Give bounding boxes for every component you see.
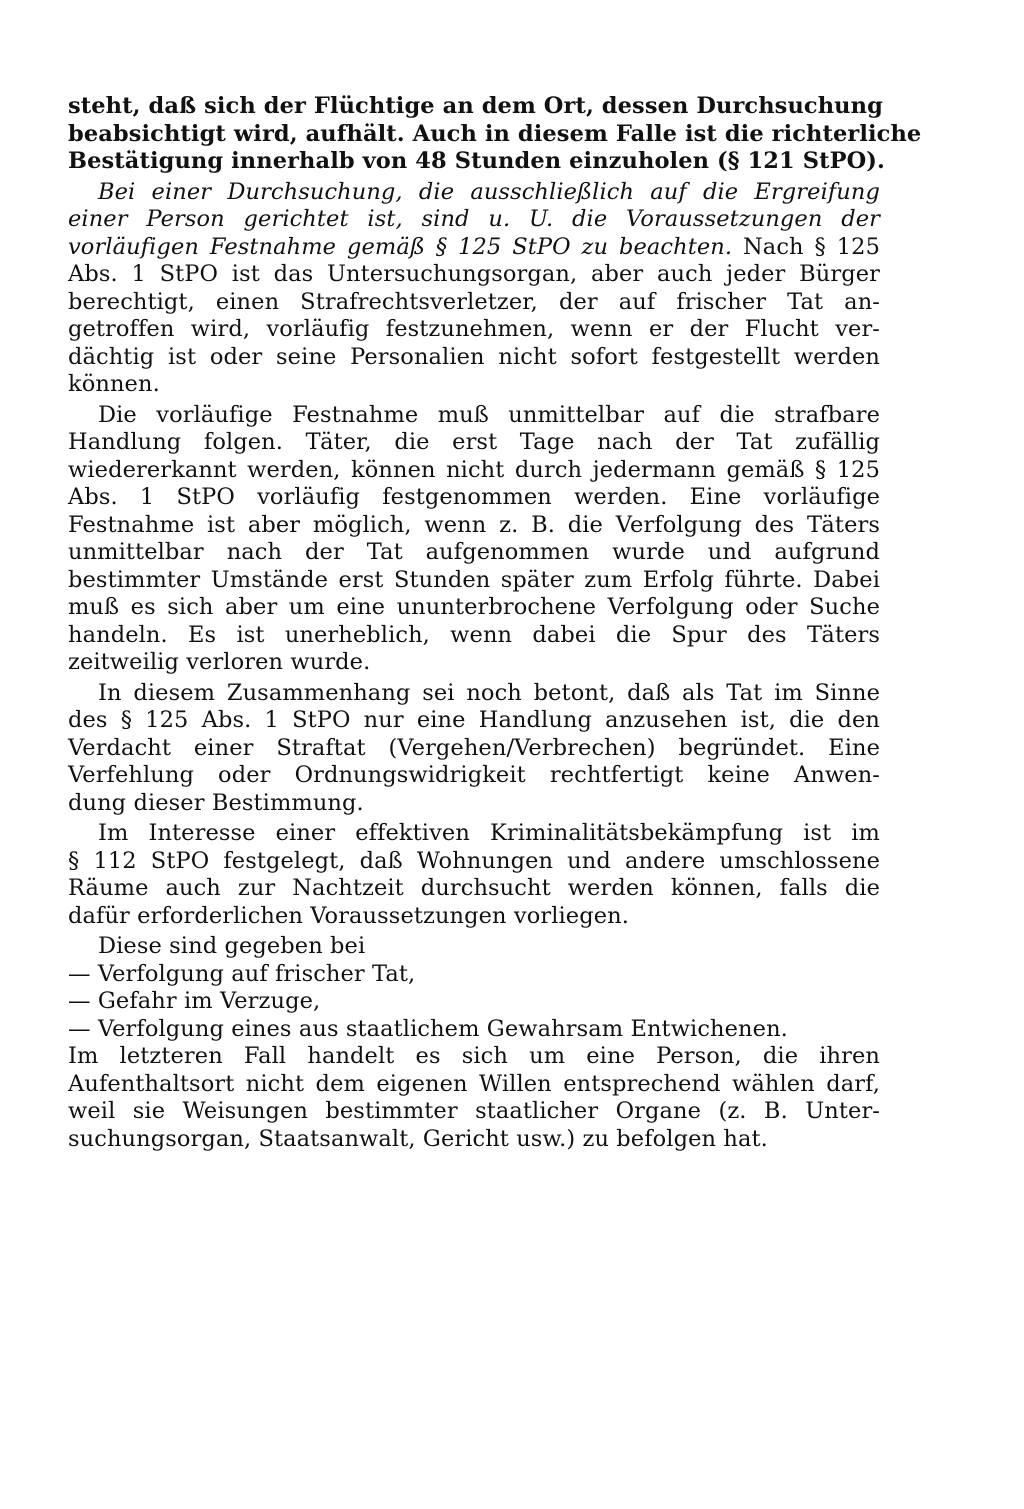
text-line: Festnahme ist aber möglich, wenn z. B. die Verfolgung des Täters [68,511,880,538]
text-line: dafür erforderlichen Voraussetzungen vorliegen. [68,902,629,929]
text-line: muß es sich aber um eine ununterbrochene Verfolgung oder Suche [68,594,880,620]
text-line: Im letzteren Fall handelt es sich um eine Person, die ihren [68,1043,880,1069]
text-line: bestimmter Umstände erst Stunden später zum Erfolg führte. Dabei [68,566,880,593]
text-line: weil sie Weisungen bestimmter staatlicher Organe (z. B. Unter- [68,1098,880,1124]
normal-text: Nach § 125 [732,233,880,260]
paragraph-4 [68,680,880,818]
list-item: — Gefahr im Verzuge, [68,988,321,1014]
list-item: — Verfolgung eines aus staatlichem Gewahrsam Entwichenen. [68,1015,788,1042]
text-line: Abs. 1 StPO vorläufig festgenommen werden. Eine vorläufige [68,484,880,510]
text-line: unmittelbar nach der Tat aufgenommen wurde und aufgrund [68,539,880,565]
text-line: Handlung folgen. Täter, die erst Tage nach der Tat zufällig [68,429,880,455]
italic-text: vorläufigen Festnahme gemäß § 125 StPO zu beachten. [68,233,733,260]
text-line: suchungsorgan, Staatsanwalt, Gericht usw.) zu befolgen hat. [68,1125,768,1152]
text-line: getroffen wird, vorläufig festzunehmen, wenn er der Flucht ver- [68,316,880,342]
text-line: steht, daß sich der Flüchtige an dem Ort, dessen Durchsuchung [68,93,883,119]
text-line: Aufenthaltsort nicht dem eigenen Willen entsprechend wählen darf, [68,1070,880,1097]
text-line: Verfehlung oder Ordnungswidrigkeit rechtfertigt keine Anwen- [68,762,880,788]
text-line-mixed [68,234,880,262]
text-line: können. [68,371,160,397]
text-line: Die vorläufige Festnahme muß unmittelbar auf die strafbare [98,401,880,428]
text-line: Bestätigung innerhalb von 48 Stunden einzuholen (§ 121 StPO). [68,148,885,174]
paragraph-7 [68,1043,880,1153]
text-line: einer Person gerichtet ist, sind u. U. die Voraussetzungen der [68,206,880,232]
text-line: Abs. 1 StPO ist das Untersuchungsorgan, aber auch jeder Bürger [68,261,880,287]
text-line: wiedererkannt werden, können nicht durch jedermann gemäß § 125 [68,456,880,483]
text-line: dächtig ist oder seine Personalien nicht sofort festgestellt werden [68,343,880,370]
paragraph-1 [68,93,922,176]
dash-list [68,961,880,1044]
list-item: — Verfolgung auf frischer Tat, [68,960,416,987]
paragraph-2 [68,179,880,399]
text-line: des § 125 Abs. 1 StPO nur eine Handlung anzusehen ist, die den [68,707,880,733]
text-line: Im Interesse einer effektiven Kriminalitätsbekämpfung ist im [98,820,880,846]
text-line: Räume auch zur Nachtzeit durchsucht werden können, falls die [68,875,880,901]
paragraph-5 [68,820,880,930]
text-line: zeitweilig verloren wurde. [68,649,371,675]
document-body [68,93,922,1153]
text-line: handeln. Es ist unerheblich, wenn dabei die Spur des Täters [68,621,880,648]
paragraph-3 [68,402,880,677]
paragraph-6 [68,933,880,961]
text-line: beabsichtigt wird, aufhält. Auch in diesem Falle ist die richterliche [68,120,922,147]
text-line: § 112 StPO festgelegt, daß Wohnungen und andere umschlossene [68,847,880,874]
text-line: Verdacht einer Straftat (Vergehen/Verbrechen) begründet. Eine [68,734,880,761]
text-line: Diese sind gegeben bei [98,933,366,959]
text-line: berechtigt, einen Strafrechtsverletzer, der auf frischer Tat an- [68,288,880,315]
text-line: dung dieser Bestimmung. [68,789,364,816]
text-line: Bei einer Durchsuchung, die ausschließlich auf die Ergreifung [98,178,880,205]
text-line: In diesem Zusammenhang sei noch betont, daß als Tat im Sinne [98,679,880,706]
